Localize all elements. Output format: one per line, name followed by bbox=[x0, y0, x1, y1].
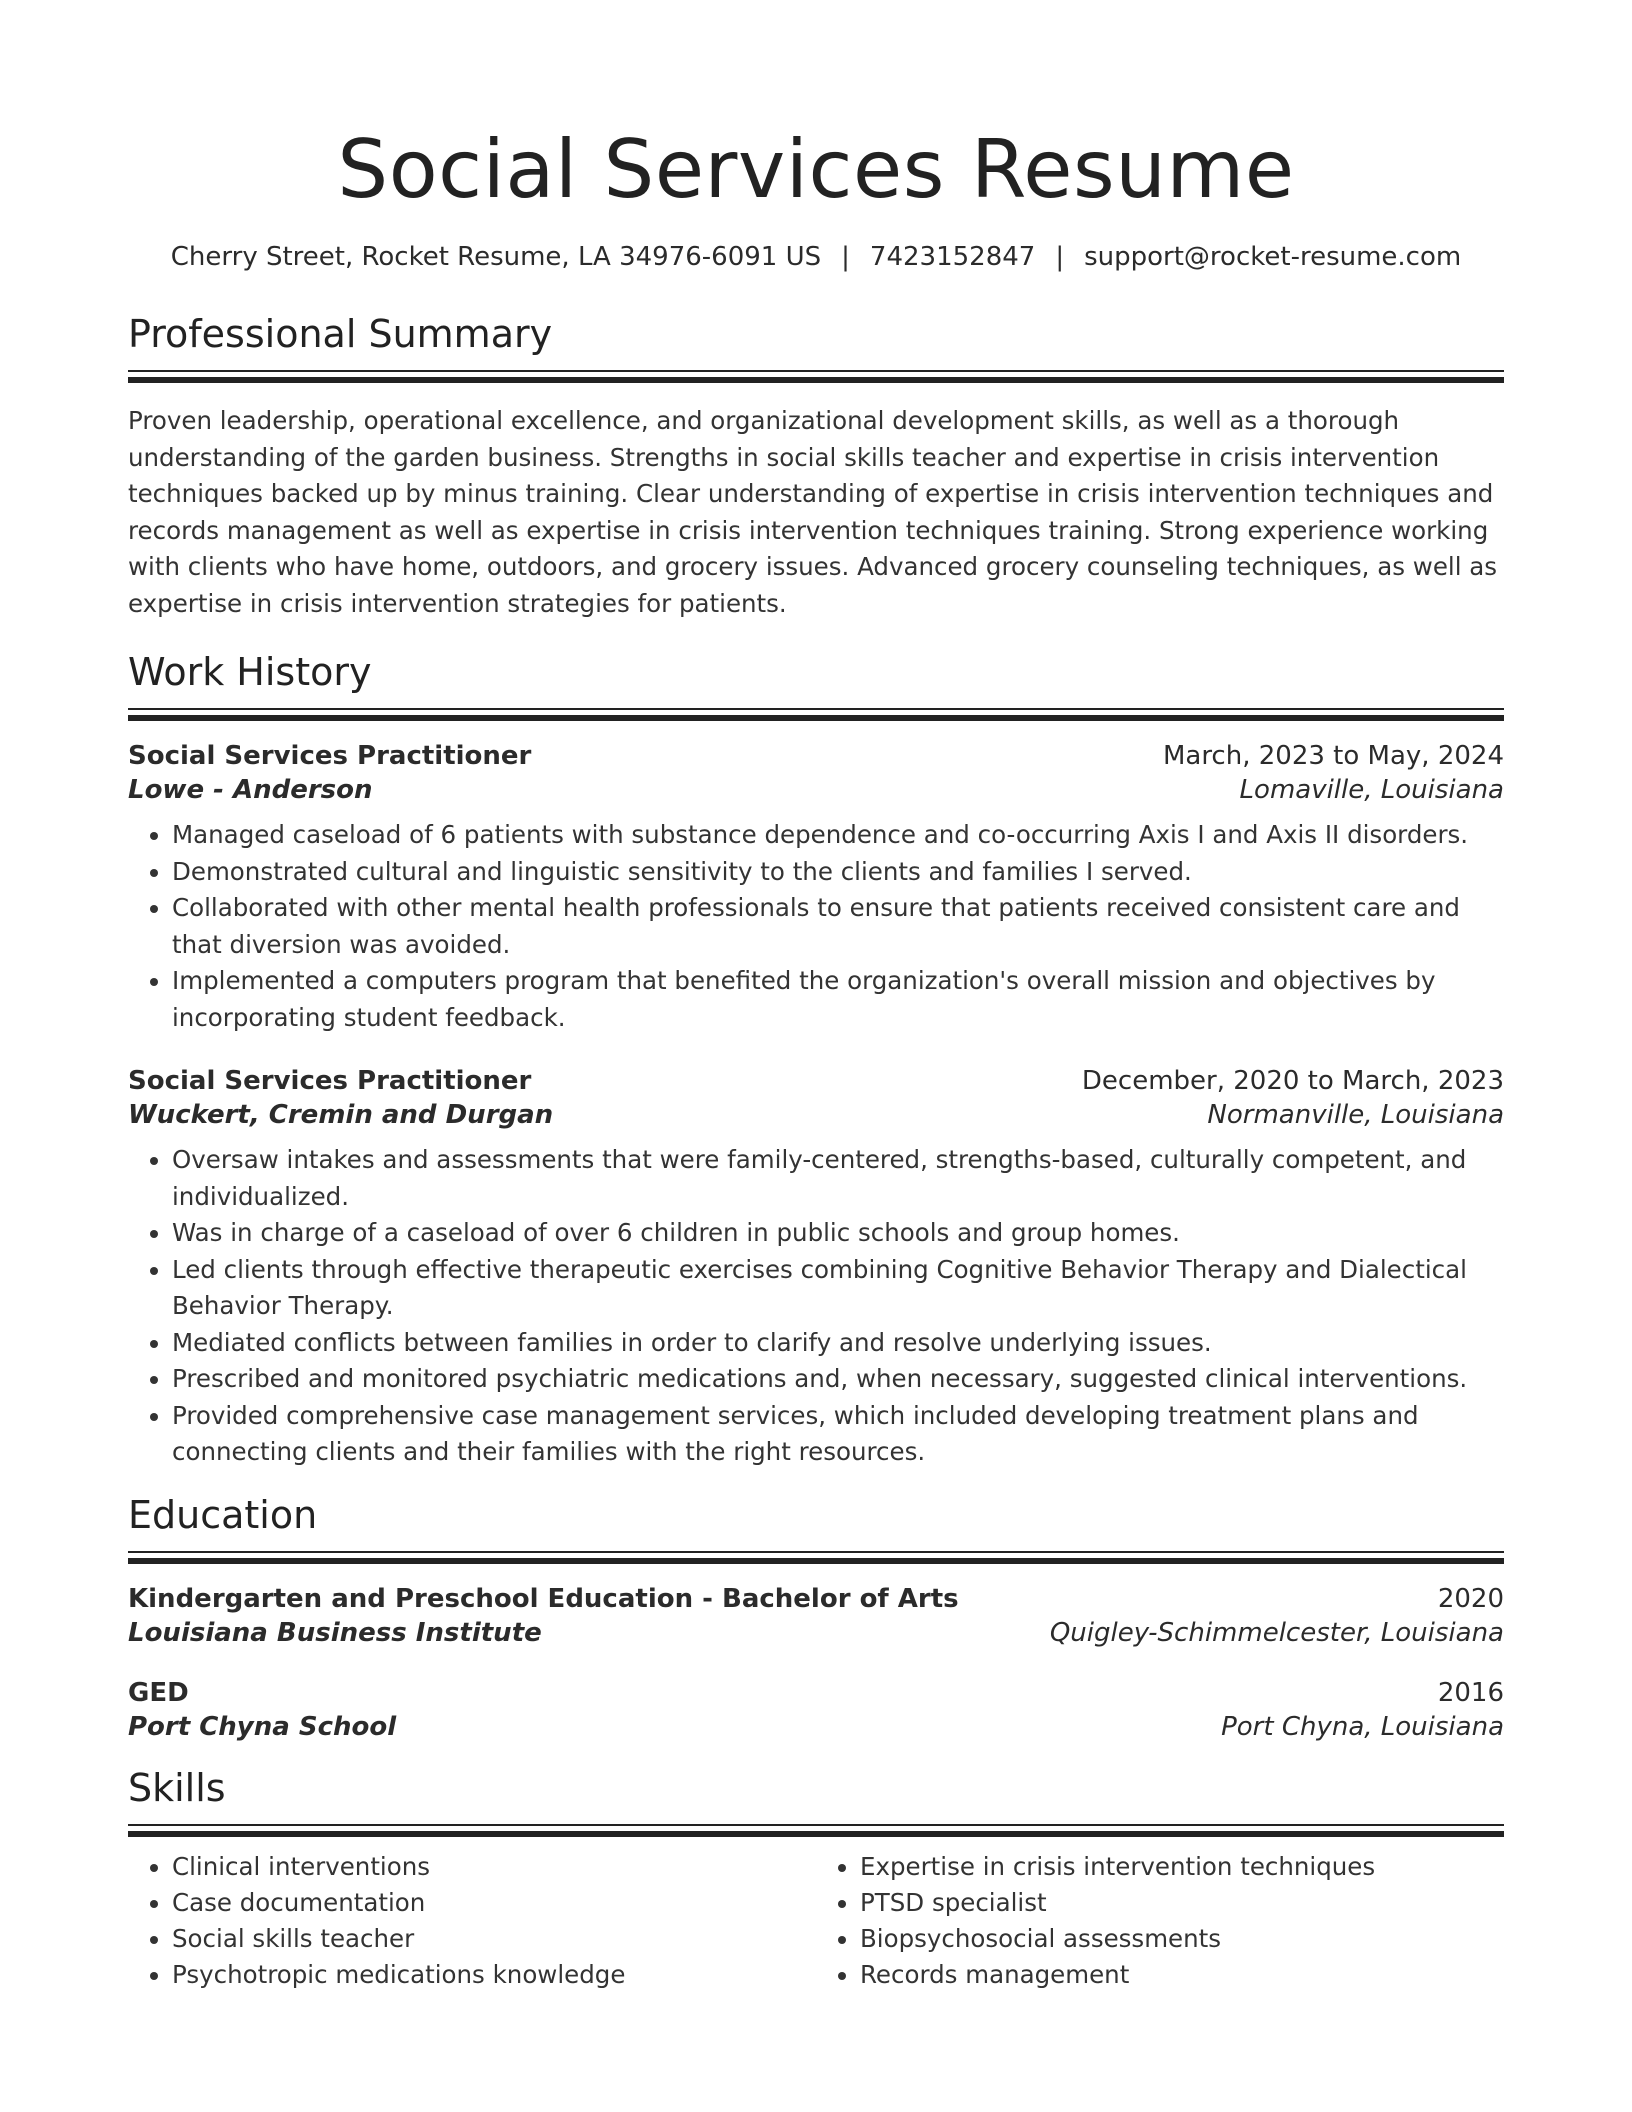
list-item: • Was in charge of a caseload of over 6 children in public schools and group homes. bbox=[172, 1215, 1504, 1252]
address: Cherry Street, Rocket Resume, LA 34976-6091 US bbox=[170, 242, 822, 272]
skills-list bbox=[128, 1849, 1504, 1993]
school-location: Quigley-Schimmelcester, Louisiana bbox=[1049, 1617, 1504, 1648]
section-divider bbox=[128, 1824, 1504, 1837]
skills-column-left bbox=[128, 1849, 816, 1993]
list-item: • Prescribed and monitored psychiatric medications and, when necessary, suggested clinical interventions. bbox=[172, 1361, 1504, 1398]
job-bullets bbox=[128, 817, 1504, 1036]
contact-separator: | bbox=[1055, 242, 1065, 272]
contact-line bbox=[128, 240, 1504, 274]
job-dates: December, 2020 to March, 2023 bbox=[1081, 1066, 1504, 1096]
list-item: • Provided comprehensive case management services, which included developing treatment plans and connecting clients and their families with the right resources. bbox=[172, 1398, 1504, 1471]
section-divider bbox=[128, 370, 1504, 383]
skills-column-right bbox=[816, 1849, 1504, 1993]
school-name: Port Chyna School bbox=[128, 1711, 397, 1742]
section-heading-work: Work History bbox=[128, 650, 372, 694]
skills-section bbox=[128, 1764, 1504, 1993]
job-bullets bbox=[128, 1142, 1504, 1471]
section-divider bbox=[128, 1551, 1504, 1564]
section-divider bbox=[128, 708, 1504, 721]
list-item: • Implemented a computers program that benefited the organization's overall mission and objectives by incorporating student feedback. bbox=[172, 963, 1504, 1036]
summary-text: Proven leadership, operational excellence, and organizational development skills, as well as a thorough understanding of the garden business. Strengths in social skills teacher and expertise in crisis intervention techniques backed up by minus training. Clear understanding of expertise in crisis intervention techniques and records management as well as expertise in crisis intervention techniques training. Strong experience working with clients who have home, outdoors, and grocery issues. Advanced grocery counseling techniques, as well as expertise in crisis intervention strategies for patients. bbox=[128, 406, 1498, 618]
resume-page bbox=[128, 0, 1504, 1993]
section-heading-skills: Skills bbox=[128, 1765, 226, 1810]
list-item: • Oversaw intakes and assessments that were family-centered, strengths-based, culturally competent, and individualized. bbox=[172, 1142, 1504, 1215]
list-item: • Demonstrated cultural and linguistic sensitivity to the clients and families I served. bbox=[172, 854, 1504, 891]
job-dates: March, 2023 to May, 2024 bbox=[1162, 741, 1504, 771]
list-item: • Managed caseload of 6 patients with substance dependence and co-occurring Axis I and Axis II disorders. bbox=[172, 817, 1504, 854]
skill-item: • PTSD specialist bbox=[860, 1885, 1504, 1921]
company-name: Wuckert, Cremin and Durgan bbox=[128, 1100, 554, 1130]
skill-item: • Expertise in crisis intervention techniques bbox=[860, 1849, 1504, 1885]
list-item: • Collaborated with other mental health professionals to ensure that patients received consistent care and that diversion was avoided. bbox=[172, 890, 1504, 963]
skill-item: • Social skills teacher bbox=[172, 1921, 816, 1957]
summary-section bbox=[128, 310, 1504, 622]
job-location: Normanville, Louisiana bbox=[1207, 1100, 1504, 1130]
phone: 7423152847 bbox=[869, 242, 1036, 272]
list-item: • Led clients through effective therapeutic exercises combining Cognitive Behavior Therapy and Dialectical Behavior Therapy. bbox=[172, 1252, 1504, 1325]
contact-separator: | bbox=[841, 242, 850, 272]
company-name: Lowe - Anderson bbox=[128, 775, 373, 805]
skill-item: • Case documentation bbox=[172, 1885, 816, 1921]
graduation-year: 2020 bbox=[1437, 1583, 1504, 1614]
skill-item: • Records management bbox=[860, 1957, 1504, 1993]
education-section bbox=[128, 1491, 1504, 1742]
job-title: Social Services Practitioner bbox=[128, 1066, 532, 1096]
school-location: Port Chyna, Louisiana bbox=[1221, 1711, 1504, 1742]
education-entry bbox=[128, 1584, 1504, 1648]
school-name: Louisiana Business Institute bbox=[128, 1617, 542, 1648]
list-item: • Mediated conflicts between families in order to clarify and resolve underlying issues. bbox=[172, 1325, 1504, 1362]
job-entry bbox=[128, 1066, 1504, 1471]
job-entry bbox=[128, 741, 1504, 1036]
graduation-year: 2016 bbox=[1437, 1677, 1504, 1708]
skill-item: • Clinical interventions bbox=[172, 1849, 816, 1885]
resume-title: Social Services Resume bbox=[337, 123, 1295, 216]
email: support@rocket-resume.com bbox=[1084, 242, 1462, 272]
work-history-section bbox=[128, 648, 1504, 1471]
skill-item: • Psychotropic medications knowledge bbox=[172, 1957, 816, 1993]
section-heading-summary: Professional Summary bbox=[128, 312, 553, 356]
degree: GED bbox=[128, 1677, 189, 1708]
job-title: Social Services Practitioner bbox=[128, 741, 532, 771]
job-location: Lomaville, Louisiana bbox=[1239, 775, 1504, 805]
skill-item: • Biopsychosocial assessments bbox=[860, 1921, 1504, 1957]
education-entry bbox=[128, 1678, 1504, 1742]
degree: Kindergarten and Preschool Education - Bachelor of Arts bbox=[128, 1583, 959, 1614]
section-heading-education: Education bbox=[128, 1492, 318, 1537]
